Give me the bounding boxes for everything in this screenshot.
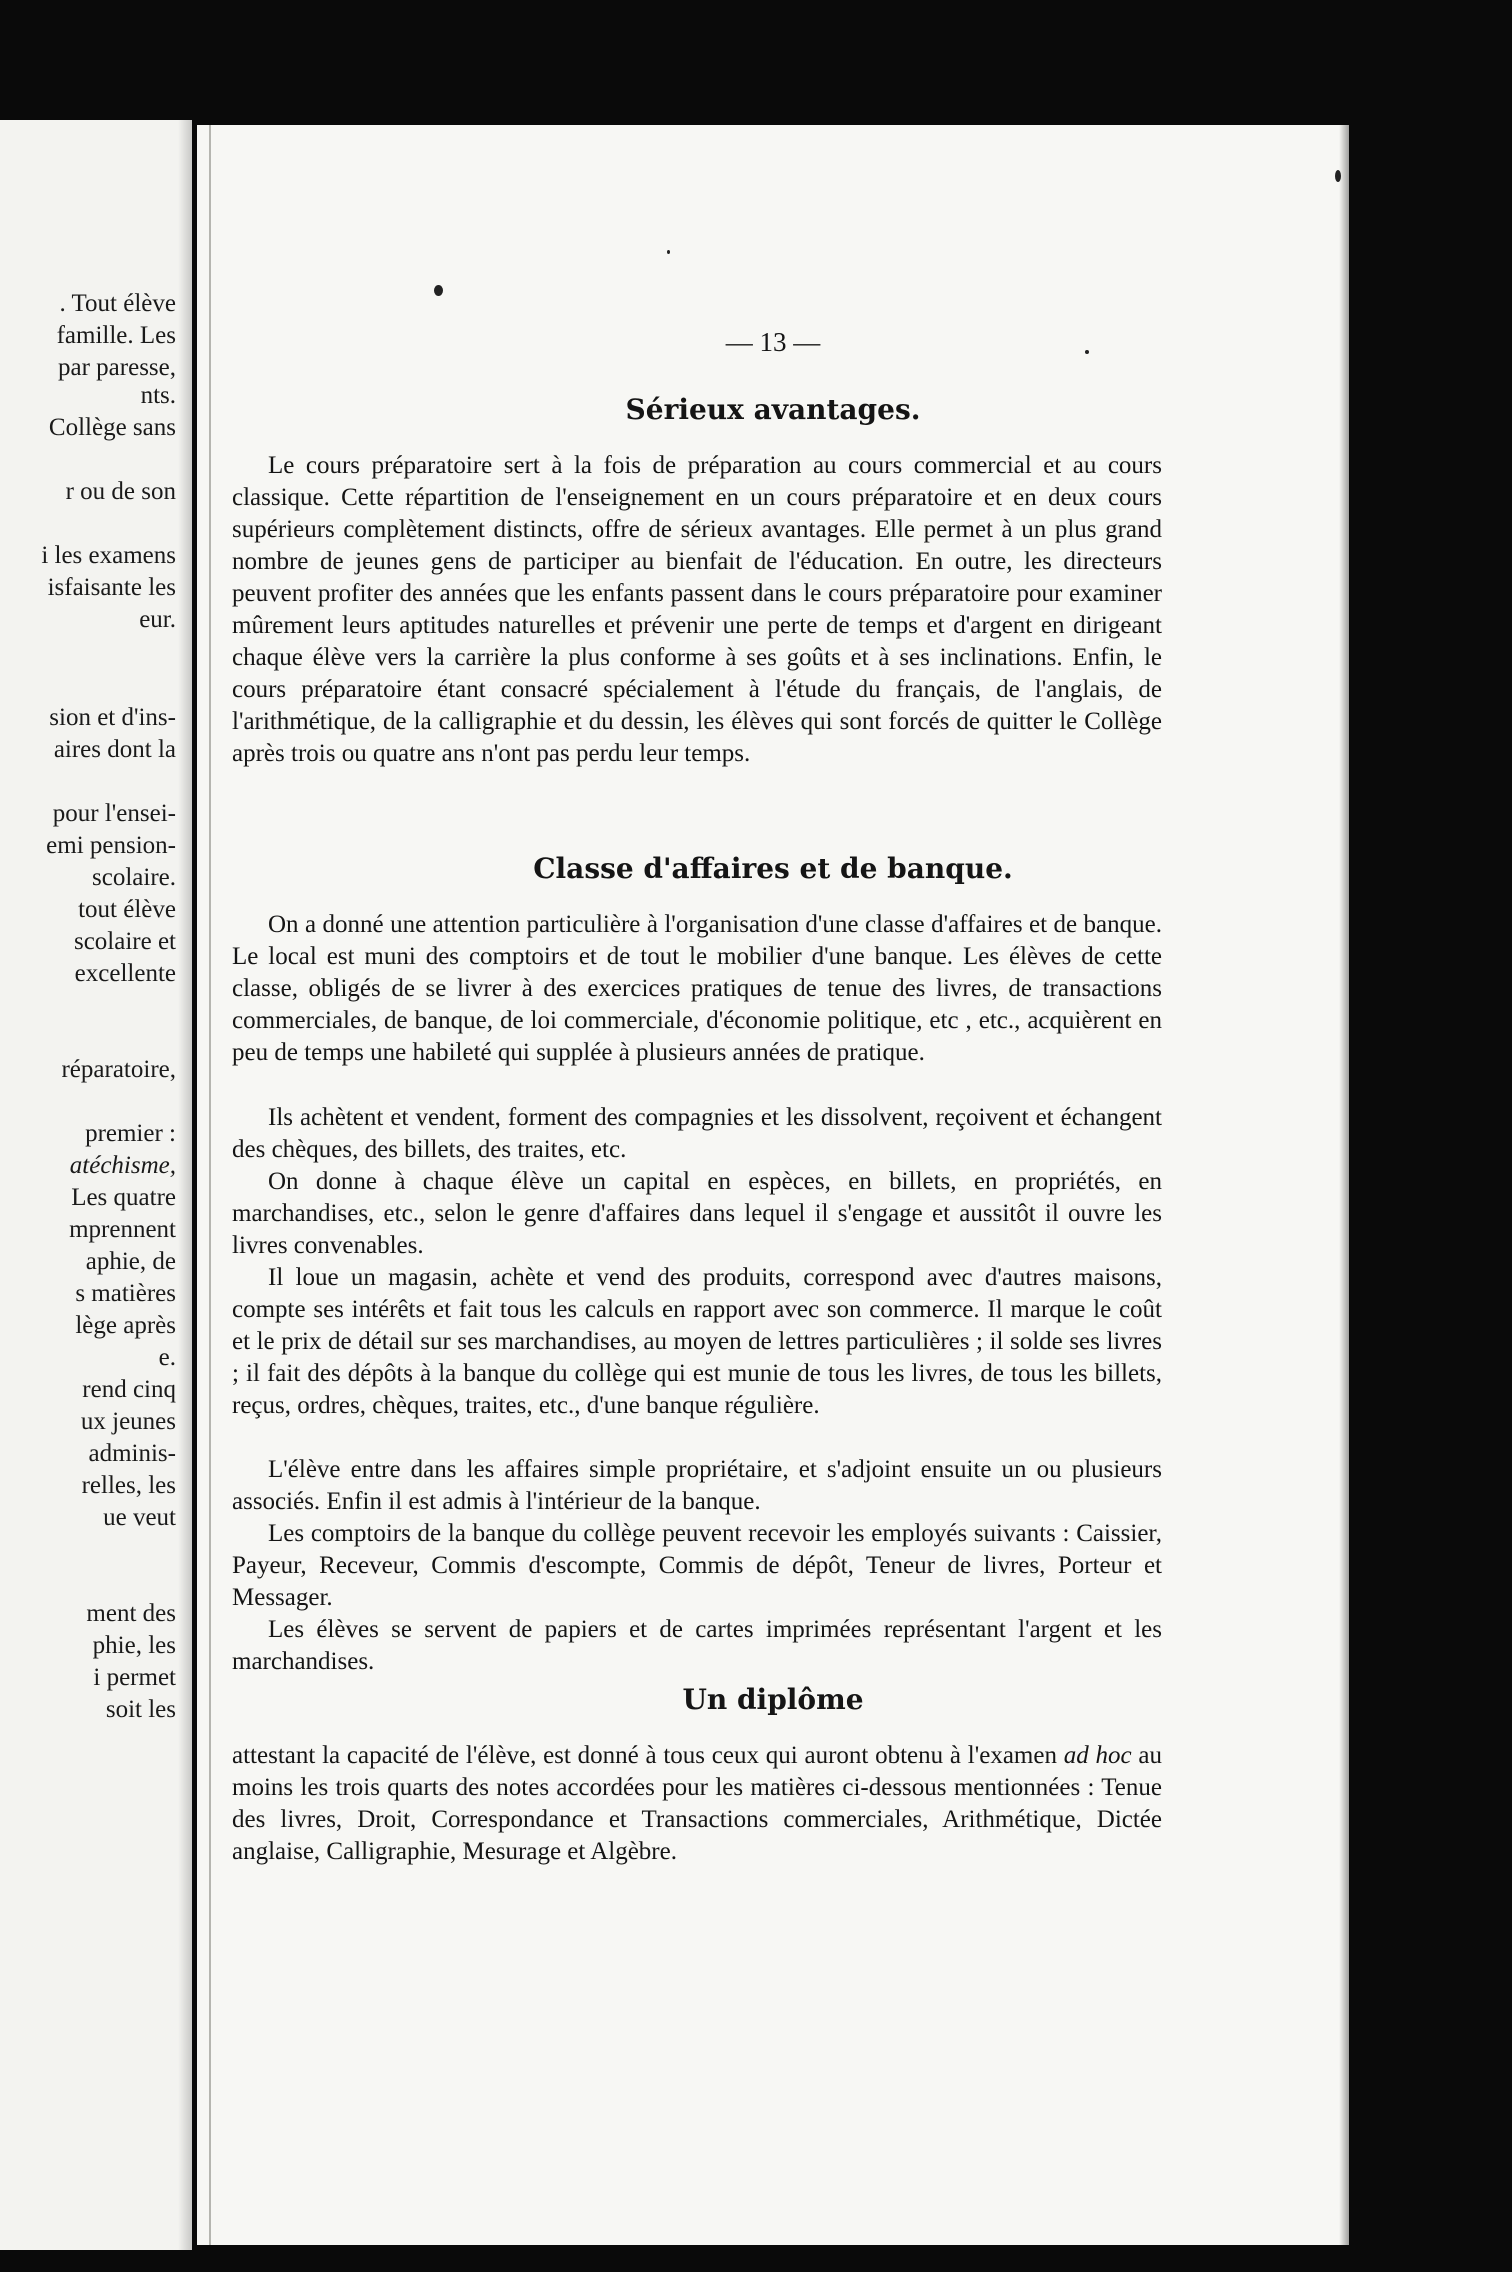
left-page-line: tout élève (78, 896, 176, 923)
paragraph: Il loue un magasin, achète et vend des produits, correspond avec d'autres maisons, compte ses intérêts et fait tous les calculs en rapport avec son commerce. Il marque le coût et le prix de détail sur ses marchandises, au moyen de lettres particulières ; il solde ses livres ; il fait des dépôts à la banque du collège qui est munie de tous les livres, de tous les billets, reçus, ordres, chèques, traites, etc., d'une banque régulière. (232, 1264, 1162, 1419)
left-page-line: i permet (93, 1664, 176, 1691)
left-page-line: phie, les (92, 1632, 176, 1659)
ink-speck (1335, 170, 1341, 182)
left-page-line: lège après (75, 1312, 176, 1339)
paragraph: On donne à chaque élève un capital en espèces, en billets, en propriétés, en marchandises, etc., selon le genre d'affaires dans lequel il s'engage et aussitôt il ouvre les livres convenables. (232, 1168, 1162, 1259)
paragraph: Le cours préparatoire sert à la fois de préparation au cours commercial et au cours classique. Cette répartition de l'enseignement en un cours préparatoire et en deux cours supérieurs complètement distincts, offre de sérieux avantages. Elle permet à un plus grand nombre de jeunes gens de participer au bienfait de l'éducation. En outre, les directeurs peuvent profiter des années que les enfants passent dans le cours préparatoire pour examiner mûrement leurs aptitudes naturelles et prévenir une perte de temps et d'argent en dirigeant chaque élève vers la carrière la plus conforme à ses goûts et à ses inclinations. Enfin, le cours préparatoire étant consacré spécialement à l'étude du français, de l'anglais, de l'arithmétique, de la calligraphie et du dessin, les élèves qui sont forcés de quitter le Collège après trois ou quatre ans n'ont pas perdu leur temps. (232, 452, 1162, 767)
diplome-ad-hoc: ad hoc (1063, 1742, 1132, 1769)
page-gutter-shadow (178, 120, 192, 2250)
left-page-line: premier : (85, 1120, 176, 1147)
page-edge-shadow (1339, 125, 1349, 2245)
paragraph: Les comptoirs de la banque du collège peuvent recevoir les employés suivants : Caissier, Payeur, Receveur, Commis d'escompte, Commis de dépôt, Teneur de livres, Porteur et Messager. (232, 1520, 1162, 1611)
paragraph: Les élèves se servent de papiers et de cartes imprimées représentant l'argent et les marchandises. (232, 1616, 1162, 1675)
left-page-line: mprennent (69, 1216, 176, 1243)
main-page (197, 125, 1349, 2245)
left-page-line: r ou de son (65, 478, 176, 505)
page-number: — 13 — (725, 327, 821, 357)
left-page-line: scolaire et (73, 928, 176, 955)
left-page-line: atéchisme, (69, 1152, 176, 1179)
left-page-line: i les examens (41, 542, 176, 569)
ink-speck (434, 285, 443, 296)
left-page-line: Collège sans (48, 414, 176, 441)
left-page-line: Les quatre (71, 1184, 176, 1211)
left-page-line: eur. (139, 606, 176, 633)
left-page-line: ue veut (103, 1504, 176, 1531)
left-page-line: . Tout élève (59, 290, 176, 317)
left-page-line: rend cinq (82, 1376, 176, 1403)
diplome-text-before: attestant la capacité de l'élève, est donné à tous ceux qui auront obtenu à l'examen (232, 1742, 1064, 1769)
left-page-line: nts. (140, 382, 176, 409)
left-page-line: soit les (105, 1696, 176, 1723)
left-page-line: aphie, de (85, 1248, 176, 1275)
paragraph: L'élève entre dans les affaires simple propriétaire, et s'adjoint ensuite un ou plusieurs associés. Enfin il est admis à l'intérieur de la banque. (232, 1456, 1162, 1515)
left-page-line: aires dont la (53, 736, 176, 763)
left-page-line: par paresse, (58, 354, 176, 381)
left-page-line: e. (158, 1344, 176, 1371)
left-page-line: scolaire. (92, 864, 176, 891)
left-page-line: réparatoire, (61, 1056, 176, 1083)
paragraph-diplome (232, 1740, 1162, 1868)
section-heading-un-diplome: Un diplôme (682, 1683, 864, 1716)
left-page-line: famille. Les (56, 322, 176, 349)
section-heading-classe-affaires: Classe d'affaires et de banque. (533, 852, 1013, 885)
left-page-line: sion et d'ins- (49, 704, 176, 731)
left-page-line: ment des (86, 1600, 176, 1627)
section-heading-serieux-avantages: Sérieux avantages. (625, 393, 921, 426)
left-page-line: pour l'ensei- (52, 800, 176, 827)
left-page-line: isfaisante les (47, 574, 176, 601)
left-page-fragment (0, 120, 192, 2250)
page-fold-line (209, 125, 211, 2245)
paragraph: Ils achètent et vendent, forment des compagnies et les dissolvent, reçoivent et échangent des chèques, des billets, des traites, etc. (232, 1104, 1162, 1163)
diplome-text-after: au moins les trois quarts des notes accordées pour les matières ci-dessous mentionnées : Tenue des livres, Droit, Correspondance et Transactions commerciales, Arithmétique, Dictée anglaise, Calligraphie, Mesurage et Algèbre. (232, 1742, 1162, 1865)
left-page-line: excellente (74, 960, 176, 987)
left-page-line: adminis- (88, 1440, 176, 1467)
left-page-line: ux jeunes (80, 1408, 176, 1435)
left-page-line: emi pension- (46, 832, 176, 859)
paragraph: On a donné une attention particulière à l'organisation d'une classe d'affaires et de banque. Le local est muni des comptoirs et de tout le mobilier d'une banque. Les élèves de cette classe, obligés de se livrer à des exercices pratiques de tenue des livres, de transactions commerciales, de banque, de loi commerciale, d'économie politique, etc , etc., acquièrent en peu de temps une habileté qui supplée à plusieurs années de pratique. (232, 911, 1162, 1066)
left-page-line: relles, les (81, 1472, 176, 1499)
ink-speck (667, 250, 670, 254)
left-page-line: s matières (75, 1280, 176, 1307)
